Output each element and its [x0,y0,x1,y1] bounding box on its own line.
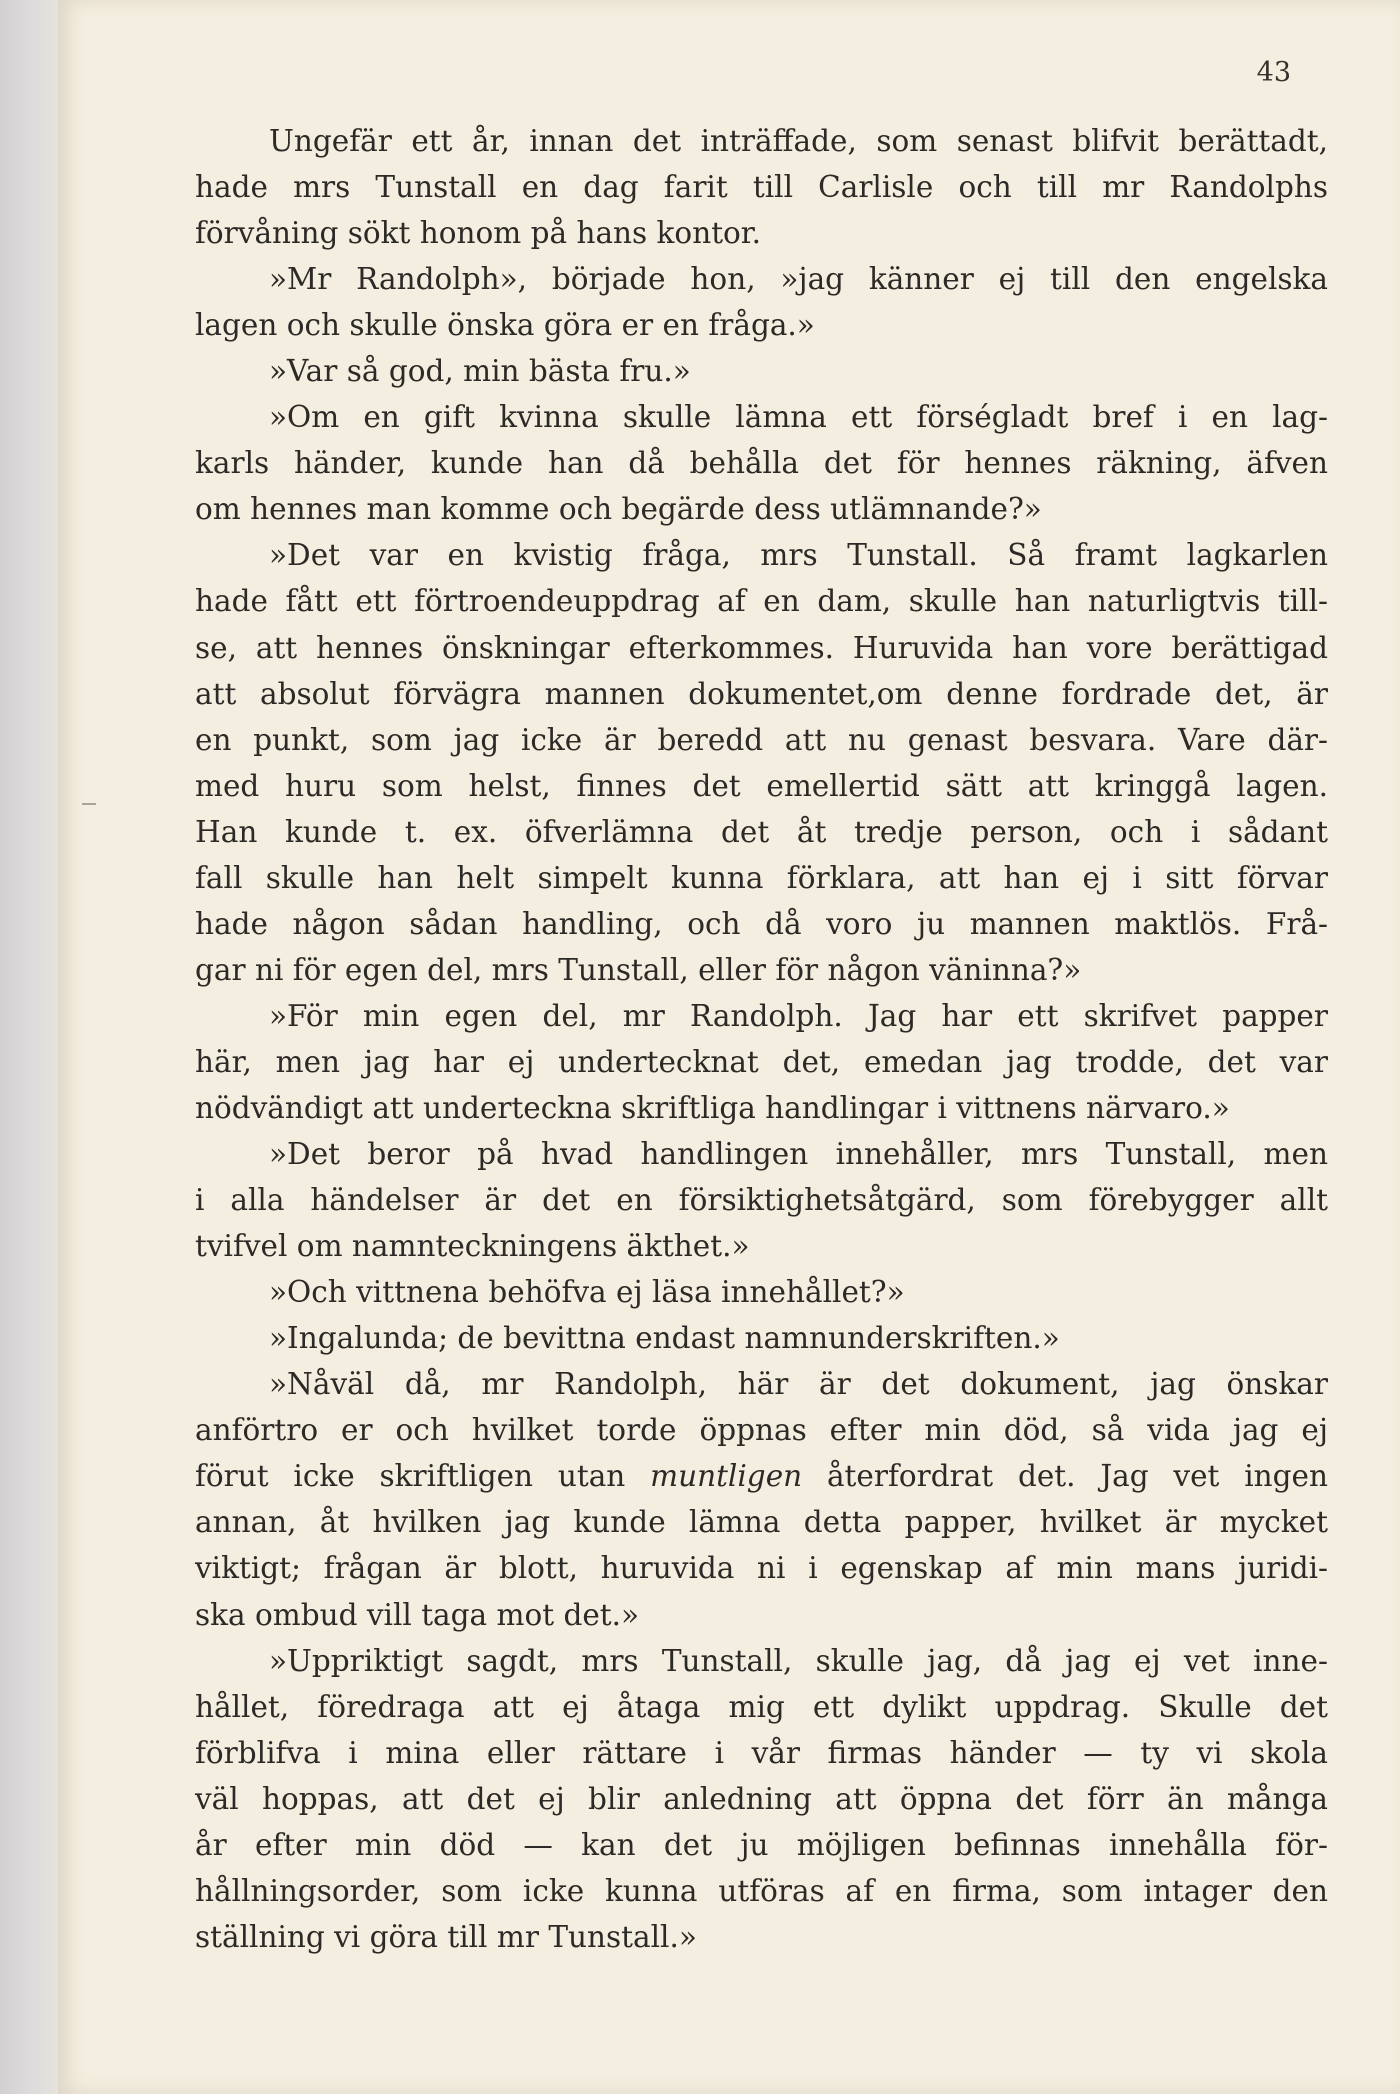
text-line: här, men jag har ej undertecknat det, emedan jag trodde, det var [195,1044,1328,1079]
text-line: om hennes man komme och begärde dess utlämnande?» [195,492,1042,527]
text-line: viktigt; frågan är blott, huruvida ni i egenskap af min mans juridi- [195,1551,1328,1586]
text-line: »Ingalunda; de bevittna endast namnunderskriften.» [269,1321,1060,1356]
text-line-with-emphasis [195,1453,1328,1499]
text-line: nödvändigt att underteckna skriftliga handlingar i vittnens närvaro.» [195,1090,1230,1125]
text-line: »Mr Randolph», började hon, »jag känner ej till den engelska [269,262,1328,297]
text-line: fall skulle han helt simpelt kunna förklara, att han ej i sitt förvar [195,860,1328,895]
text-line: ska ombud vill taga mot det.» [195,1597,640,1632]
text-line: anförtro er och hvilket torde öppnas efter min död, så vida jag ej [195,1413,1328,1448]
text-line: hållningsorder, som icke kunna utföras af en firma, som intager den [195,1873,1328,1908]
text-line: hållet, föredraga att ej åtaga mig ett dylikt uppdrag. Skulle det [195,1689,1328,1724]
text-segment: förut icke skriftligen utan [195,1459,651,1494]
text-line: lagen och skulle önska göra er en fråga.» [195,308,815,343]
page-number: 43 [1256,57,1291,88]
text-line: ställning vi göra till mr Tunstall.» [195,1919,697,1954]
text-line: hade mrs Tunstall en dag farit till Carlisle och till mr Randolphs [195,170,1328,205]
text-line: »Det var en kvistig fråga, mrs Tunstall. Så framt lagkarlen [269,538,1328,573]
text-line: hade någon sådan handling, och då voro ju mannen maktlös. Frå- [195,906,1328,941]
text-line: att absolut förvägra mannen dokumentet,om denne fordrade det, är [195,676,1328,711]
text-line: år efter min död — kan det ju möjligen befinnas innehålla för- [195,1827,1328,1862]
text-line: i alla händelser är det en försiktighetsåtgärd, som förebygger allt [195,1183,1328,1218]
text-line: »Var så god, min bästa fru.» [269,354,691,389]
emphasized-word: muntligen [650,1459,803,1494]
text-line: väl hoppas, att det ej blir anledning att öppna det förr än många [195,1781,1328,1816]
text-line: »Nåväl då, mr Randolph, här är det dokument, jag önskar [269,1367,1328,1402]
text-line: annan, åt hvilken jag kunde lämna detta papper, hvilket är mycket [195,1505,1328,1540]
text-line: Han kunde t. ex. öfverlämna det åt tredje person, och i sådant [195,814,1328,849]
text-line: med huru som helst, finnes det emellertid sätt att kringgå lagen. [195,768,1328,803]
text-line: förblifva i mina eller rättare i vår firmas händer — ty vi skola [195,1735,1328,1770]
text-line: en punkt, som jag icke är beredd att nu genast besvara. Vare där- [195,722,1328,757]
text-line: gar ni för egen del, mrs Tunstall, eller för någon väninna?» [195,952,1082,987]
text-line: tvifvel om namnteckningens äkthet.» [195,1229,750,1264]
text-line: se, att hennes önskningar efterkommes. Huruvida han vore berättigad [195,630,1328,665]
text-line: »Och vittnena behöfva ej läsa innehållet?» [269,1275,905,1310]
body-text [195,118,1328,1960]
book-page [58,0,1400,2094]
text-line: »Om en gift kvinna skulle lämna ett förségladt bref i en lag- [269,400,1328,435]
text-line: »Det beror på hvad handlingen innehåller, mrs Tunstall, men [269,1137,1328,1172]
text-line: förvåning sökt honom på hans kontor. [195,216,762,251]
margin-dash [82,803,96,805]
text-line: hade fått ett förtroendeuppdrag af en dam, skulle han naturligtvis till- [195,584,1328,619]
text-segment: återfordrat det. Jag vet ingen [802,1459,1328,1494]
text-line: Ungefär ett år, innan det inträffade, som senast blifvit berättadt, [269,124,1328,158]
text-line: »För min egen del, mr Randolph. Jag har ett skrifvet papper [269,998,1328,1033]
scan-binding-edge [0,0,58,2094]
text-line: karls händer, kunde han då behålla det för hennes räkning, äfven [195,446,1328,481]
text-line: »Uppriktigt sagdt, mrs Tunstall, skulle jag, då jag ej vet inne- [269,1643,1328,1678]
